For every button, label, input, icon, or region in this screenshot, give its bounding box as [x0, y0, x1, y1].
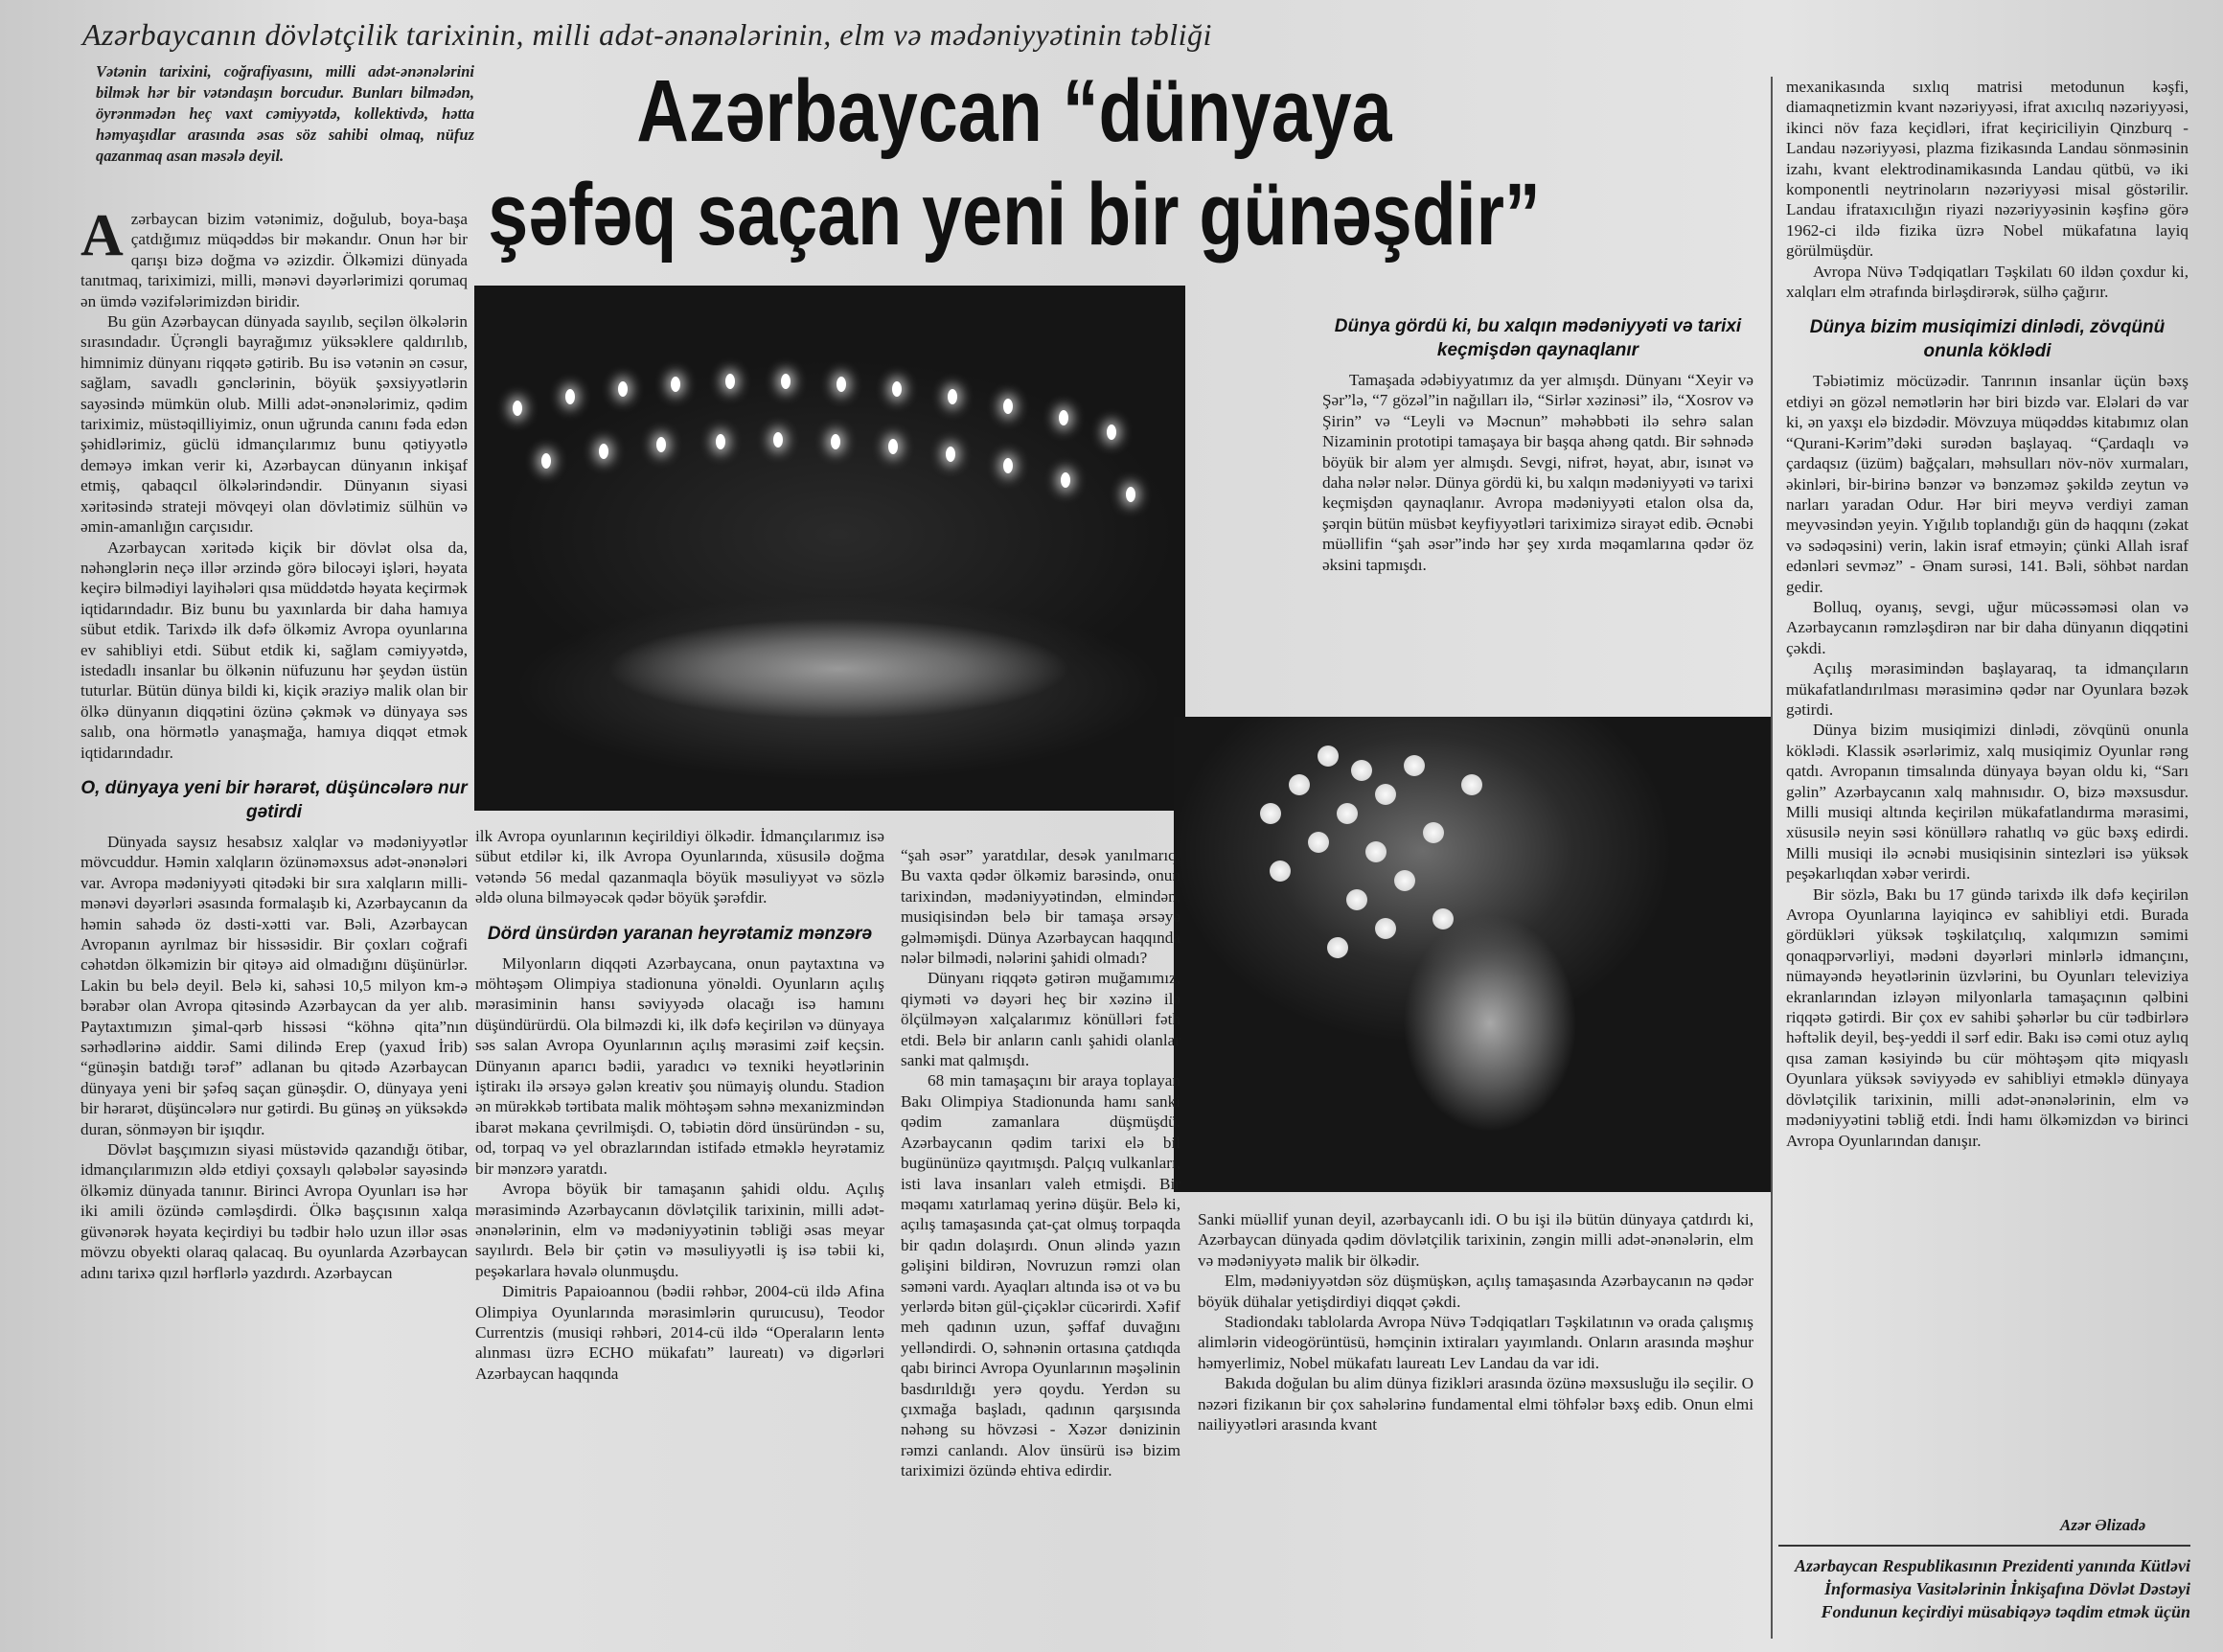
paragraph: Bakıda doğulan bu alim dünya fizikləri arasında özünə məxsusluğu ilə seçilir. O nəzəri fizikanın bir çox sahələrinə fundamental elmi töhfələr bəxş edib. Onun elmi nailiyyətləri arasında kvant: [1198, 1374, 1753, 1434]
torch-light: [781, 374, 791, 389]
paragraph: Bu gün Azərbaycan dünyada sayılıb, seçilən ölkələrin sırasındadır. Üçrəngli bayrağımız yüksəklere qaldırılıb, himnimiz dünyanı riqqətə gətirib. Bu isə vətənin ən cəsur, sağlam, savadlı gənclərinin, böyük şəxsiyyətlərin sayəsində mümkün olub. Milli adət-ənənələrimiz, qədim tariximiz, müstəqilliyimiz, onun uğrunda canını fəda edən şəhidlərimiz, güclü idmançılarımız bunu qətiyyətlə deməyə imkan verir ki, Azərbaycan dünyanın inkişaf etmiş, qabaqcıl ölkələrindəndir. Dünyanın siyasi xəritəsində strateji mövqeyi olan dövlətimiz sülhün və əmin-amanlığın carçısıdır.: [80, 312, 468, 537]
headline-line-1: Azərbaycan “dünyaya: [636, 62, 1392, 160]
torch-light: [888, 439, 898, 454]
paragraph: Azərbaycan xəritədə kiçik bir dövlət olsa da, nəhənglərin neçə illər ərzində görə bilocəyi işləri, həyata keçirə bilmədiyi layihələri qısa müddətdə həyata keçirmək iqtidarındadır. Biz bunu bu yaxınlarda bir daha hamıya sübut etdik. Tarixdə ilk dəfə ölkəmiz Avropa oyunlarına ev sahibliyi etdi. Sübut etdik ki, sağlam cəmiyyətdə, istedadlı insanlar bu ölkənin nüfuzunu hər şeydən üstün tuturlar. Bütün dünya bildi ki, kiçik əraziyə malik olan bir ölkə dünyanın diqqətini özünə çəkmək və dünyaya səs salıb, ona hörmətlə yanaşmağa, hamıya diqqət etmək iqtidarındadır.: [80, 538, 468, 762]
paragraph: Dövlət başçımızın siyasi müstəvidə qazandığı ötibar, idmançılarımızın əldə etdiyi çoxsaylı qələbələr sayəsində ölkəmiz dünyada tanınır. Birinci Avropa Oyunları isə hər iki amili özündə cəmləşdirdi. Ölkə başçısının xalqa güvənərək həyata keçirdiyi bu tədbir həlo uzun illər əsas mövzu obyekti olaraq qalacaq. Bu oyunlarda Azərbaycan adını tarixə qızıl hərflərlə yazdırdı. Azərbaycan: [80, 1140, 468, 1282]
section-kicker: Azərbaycanın dövlətçilik tarixinin, milli adət-ənənələrinin, elm və mədəniyyətinin təbliği: [82, 17, 1212, 52]
flower-petal: [1404, 755, 1425, 776]
torch-light: [946, 447, 955, 462]
torch-light: [1107, 424, 1116, 440]
flower-petal: [1375, 918, 1396, 939]
torch-light: [725, 374, 735, 389]
paragraph: Milyonların diqqəti Azərbaycana, onun paytaxtına və möhtəşəm Olimpiya stadionuna yönəldi. Oyunların açılış mərasiminin hansı səviyyədə olacağı isə hamını düşündürürdü. Ola bilməzdi ki, ilk dəfə keçirilən və dünyaya səs salan Avropa Oyunlarının açılış mərasimi zəif keçsin. Dünyanın aparıcı bədii, yaradıcı və texniki heyətlərinin iştirakı ilə ərsəyə gələn kreativ şou nümayiş olundu. Stadion ən mürəkkəb tərtibata malik möhtəşəm səhnə mexanizmindən ibarət məkana çevrilmişdi. O, təbiətin dörd ünsüründən - su, od, torpaq və yel obrazlarından istifadə etməklə heyrətamiz bir mənzərə yaratdı.: [475, 953, 884, 1178]
paragraph: 68 min tamaşaçını bir araya toplayan Bakı Olimpiya Stadionunda hamı sanki qədim zamanlara düşmüşdü. Azərbaycanın qədim tarixi elə bil bugününüzə qayıtmışdı. Palçıq vulkanları, isti lava insanları valeh etmişdi. Bir məqamı xatırlamaq yerinə düşür. Belə ki, açılış tamaşasında çat-çat olmuş torpaqda bir qadın dolaşırdı. Onun əlində yazın gəlişini bildirən, Novruzun rəmzi olan səməni vardı. Ayaqları altında isə ot və bu yerlərdə bitən gül-çiçəklər cücərirdi. Xəfif meh qadının uzun, şəffaf duvağını yelləndirdi. O, səhnənin ortasına çatdıqda qabı birinci Avropa Oyunlarının məşəlinin basdırıldığı yerə qoydu. Yerdən su çıxmağa başladı, qadının qarşısında nəhəng su hövzəsi - Xəzər dənizinin rəmzi canlandı. Alov ünsürü isə bizim tariximizi özündə ehtiva edirdir.: [901, 1071, 1180, 1480]
torch-light: [836, 377, 846, 392]
article-column-3: [901, 845, 1180, 1481]
flower-petal: [1461, 774, 1482, 795]
flower-petal: [1260, 803, 1281, 824]
paragraph: zərbaycan bizim vətənimiz, doğulub, boya-başa çatdığımız müqəddəs bir məkandır. Onun hər bir qarışı bizə doğma və əzizdir. Ölkəmizi dünyada tanıtmaq, tariximizi, milli, mənəvi dəyərlərimizi qorumaq ən ümdə vəzifələrimizdən biridir.: [80, 210, 468, 310]
article-column-5: [1786, 77, 2189, 1151]
paragraph: Açılış mərasimindən başlayaraq, ta idmançıların mükafatlandırılması mərasiminə qədər nar Oyunlara bəzək gətirdi.: [1786, 659, 2189, 719]
flower-petal: [1346, 889, 1367, 910]
torch-light: [541, 453, 551, 469]
paragraph: Dünya bizim musiqimizi dinlədi, zövqünü onunla köklədi. Klassik əsərlərimiz, xalq musiqimiz Oyunlar rəng qatdı. Avropanın timsalında dünyaya bəyan oldu ki, “Sarı gəlin” Azərbaycanın xalq mahnısıdır. O, bizə məxsusdur. Milli musiqi altında keçirilən mükafatlandırma mərasimi, xüsusilə neyin səsi könüllərə rahatlıq və güc bəxş edirdi. Milli musiqi ilə əcnəbi musiqisinin sintezləri isə yüksək peşəkarlıqdan xəbər verirdi.: [1786, 721, 2189, 883]
flower-petal: [1337, 803, 1358, 824]
flower-petal: [1365, 841, 1387, 862]
torch-light: [1003, 458, 1013, 473]
paragraph: Avropa böyük bir tamaşanın şahidi oldu. Açılış mərasimində Azərbaycanın dövlətçilik tarixinin, milli adət-ənənələrinin, elm və mədəniyyətinin təbliği əsas meyar sayılırdı. Belə bir çətin və məsuliyyətli iş isə təbii ki, peşəkarlara həvalə olunmuşdu.: [475, 1180, 884, 1280]
flower-petal: [1308, 832, 1329, 853]
headline: [484, 59, 1545, 266]
column-rule: [1771, 77, 1773, 1639]
torch-light: [892, 381, 902, 397]
drop-cap: A: [80, 203, 124, 268]
flower-petal: [1318, 746, 1339, 767]
paragraph: Bir sözlə, Bakı bu 17 gündə tarixdə ilk dəfə keçirilən Avropa Oyunlarına layiqincə ev sahibliyi etdi. Burada gördükləri yüksək təşkilatçılıq, xalqımızın səmimi qonaqpərvərliyi, mədəni dəyərləri minlərlə idmançını, nümayəndə heyətlərinin üzvlərini, bu Oyunları televiziya ekranlarından izləyən milyonlarla tamaşaçının qəlbini riqqətə gətirdi. Bir çox ev sahibi şəhərlər bu cür tədbirlərə həftəlik deyil, beş-yeddi il sərf edir. Bakı isə cəmi otuz aylıq qısa zaman kəsiyində bu cür möhtəşəm qitə miqyaslı Oyunlara yüksək səviyyədə ev sahibliyi etməklə dünyaya dövlətçilik tarixinin, milli adət-ənənələrinin, elm və mədəniyyətini təbliğ etdi. İndi hamı ölkəmizdən və birinci Avropa Oyunlarından danışır.: [1786, 884, 2189, 1150]
pomegranate-photo: [1174, 717, 1773, 1192]
paragraph: Bolluq, oyanış, sevgi, uğur mücəssəməsi olan və Azərbaycanın rəmzləşdirən nar bir daha dünyanın diqqətini çəkdi.: [1786, 597, 2189, 657]
paragraph: Dimitris Papaioannou (bədii rəhbər, 2004-cü ildə Afina Olimpiya Oyunlarında mərasimlərin quruıcusu), Teodor Currentzis (musiqi rəhbəri, 2014-cü ildə “Operaların lentə alınması üzrə ECHO mükafatı” laureatı) və digərləri Azərbaycan haqqında: [475, 1282, 884, 1383]
article-column-4-bottom: [1198, 1209, 1753, 1434]
torch-light: [716, 434, 725, 449]
flower-petal: [1270, 860, 1291, 882]
intro-lead: Vətənin tarixini, coğrafiyasını, milli adət-ənənələrini bilmək hər bir vətəndaşın borcudur. Bunları bilmədən, öyrənmədən heç vaxt cəmiyyətdə, kollektivdə, hətta həmyaşıdlar arasında əsas söz sahibi olmaq, nüfuz qazanmaq asan məsələ deyil.: [96, 62, 474, 165]
torch-light: [1126, 487, 1135, 502]
subheading: Dünya gördü ki, bu xalqın mədəniyyəti və tarixi keçmişdən qaynaqlanır: [1334, 316, 1742, 360]
flower-petal: [1423, 822, 1444, 843]
paragraph: Dünyada saysız hesabsız xalqlar və mədəniyyətlər mövcuddur. Həmin xalqların özünəməxsus adət-ənənələri var. Avropa mədəniyyəti qitədəki bir sıra xalqların milli-mənəvi dəyərləri əsasında formalaşıb ki, Azərbaycanın da həmin sahədə öz dəsti-xətti var. Bəli, Azərbaycan Avropanın ayrılmaz bir hissəsidir. Bir çoxları coğrafi cəhətdən ölkəmizin bir qitəyə aid olmadığını düşünürlər. Lakin bu belə deyil. Belə ki, sahəsi 10,5 milyon km-ə bərabər olan Avropa qitəsində Azərbaycan da yer alıb. Paytaxtımızın şimal-qərb hissəsi “köhnə qita”nın sərhədlərinə aiddir. Sami dilində Erep (yaxud İrib) “günəşin batdığı tərəf” adlanan bu qitədə Azərbaycan dünyaya yeni bir şəfəq saçan günəşdir. O, dünyaya yeni bir hərarət, düşüncələrə nur gətirdi. Bu günəş ən yüksəkdə duran, sönməyən bir işıqdır.: [80, 832, 468, 1138]
flower-petal: [1375, 784, 1396, 805]
flower-petal: [1432, 908, 1454, 929]
torch-light: [1003, 399, 1013, 414]
article-column-4-top: [1322, 309, 1753, 575]
flower-petal: [1351, 760, 1372, 781]
torch-light: [1059, 410, 1068, 425]
torch-light: [948, 389, 957, 404]
paragraph: Sanki müəllif yunan deyil, azərbaycanlı idi. O bu işi ilə bütün dünyaya çatdırdı ki, Azərbaycan dünyada qədim dövlətçilik tarixinin, zəngin milli adət-ənənələrin, elm və mədəniyyətə malik bir ölkədir.: [1198, 1210, 1753, 1270]
torch-light: [831, 434, 840, 449]
footer-note: Azərbaycan Respublikasının Prezidenti yanında Kütləvi İnformasiya Vasitələrinin İnkişafına Dövlət Dəstəyi Fondunun keçirdiyi müsabiqəyə təqdim etmək üçün: [1778, 1545, 2190, 1623]
torch-light: [513, 401, 522, 416]
torch-light: [618, 381, 628, 397]
paragraph: ilk Avropa oyunlarının keçirildiyi ölkədir. İdmançılarımız isə sübut etdilər ki, ilk Avropa Oyunlarında, xüsusilə doğma vətəndə 56 medal qazanmaqla böyük məsuliyyət və sözlə əldə oluna bilməyəcək qədər böyük şərəfdir.: [475, 827, 884, 907]
headline-line-2: şəfəq saçan yeni bir günəşdir”: [488, 166, 1541, 264]
article-column-2: [475, 826, 884, 1384]
torch-light: [599, 444, 608, 459]
torch-light: [656, 437, 666, 452]
flower-petal: [1327, 937, 1348, 958]
paragraph: mexanikasında sıxlıq matrisi metodunun kəşfi, diamaqnetizmin kvant nəzəriyyəsi, ifrat axıcılıq nəzəriyyəsi, ikinci növ faza keçidləri, ifrat keçiriciliyin Qinzburq - Landau nəzəriyyəsi, plazma fizikasında Landau sönməsinin izahı, kvant elektrodinamikasında Landau qütbü, və iki komponentli neytrinoların nəzəriyyəsi misal göstərilir. Landau ifrataxıcılığın riyazi nəzəriyyəsinin kəşfinə görə 1962-ci ildə fizika üzrə Nobel mükafatına layiq görülmüşdür.: [1786, 78, 2189, 261]
torch-light: [773, 432, 783, 447]
subheading: Dörd ünsürdən yaranan heyrətamiz mənzərə: [487, 923, 873, 944]
torch-light: [671, 377, 680, 392]
torch-light: [1061, 472, 1070, 488]
article-column-1: [80, 203, 468, 1283]
paragraph: Elm, mədəniyyətdən söz düşmüşkən, açılış tamaşasında Azərbaycanın nə qədər böyük dühalar yetişdirdiyi diqqət çəkdi.: [1198, 1272, 1753, 1311]
author-byline: Azər Əlizadə: [2060, 1516, 2146, 1534]
paragraph: Tamaşada ədəbiyyatımız da yer almışdı. Dünyanı “Xeyir və Şər”lə, “7 gözəl”in nağılları ilə, “Sirlər xəzinəsi” ilə, “Xosrov və Şirin” və “Leyli və Məcnun” məhəbbəti ilə sehrə salan Nizaminin prototipi tamaşaya bir başqa ahəng qatdı. Bir səhnədə böyük bir aləm yer almışdı. Sevgi, nifrət, həyat, abır, isınət və daha nələr nələr. Dünya gördü ki, bu xalqın mədəniyyəti və tarixi keçmişdən qaynaqlanır. Avropa mədəniyyəti etalon olsa da, şərqin bütün müsbət keyfiyyətləri tariximizə sirayət edib. Əcnəbi müəllifin “şah əsər”ində hər şey xırda məqamlarına qədər öz əksini tapmışdı.: [1322, 371, 1753, 574]
paragraph: Dünyanı riqqətə gətirən muğamımız, qiyməti və dəyəri heç bir xəzinə ilə ölçülməyən xalçalarımız könülləri fəth etdi. Belə bir anların canlı şahidi olanlar sanki mat qalmışdı.: [901, 969, 1180, 1070]
paragraph: Avropa Nüvə Tədqiqatları Təşkilatı 60 ildən çoxdur ki, xalqları elm ətrafında birləşdirərək, sülhə çağırır.: [1786, 262, 2189, 302]
paragraph: “şah əsər” yaratdılar, desək yanılmarıq. Bu vaxta qədər ölkəmiz barəsində, onun tarixindən, mədəniyyətindən, elmindən, musiqisindən belə bir tamaşa ərsəyə gəlməmişdi. Dünya Azərbaycan haqqında nələr bilmədi, nələrini şahidi olmadı?: [901, 846, 1180, 968]
torch-light: [565, 389, 575, 404]
paragraph: Stadiondakı tablolarda Avropa Nüvə Tədqiqatları Təşkilatının və orada çalışmış alimlərin videogörüntüsü, həmçinin ixtiraları yayımlandı. Onların arasında məşhur həmyerlimiz, Nobel mükafatı laureatı Lev Landau da var idi.: [1198, 1313, 1753, 1372]
paragraph: Təbiətimiz möcüzədir. Tanrının insanlar üçün bəxş etdiyi ən gözəl nemətlərin hər biri bizdə var. Eləlari də var ki, ən yaxşı elə bizdədir. Mövzuya müqəddəs kitabımız olan “Qurani-Kərim”dəki surədən başlayaq. “Çardaqlı və çardaqsız (üzüm) bağçaları, məhsulları növ-növ xurmaları, əkinləri, bir-birinə bənzər və bənzəməz şəkildə zeytun və narları yaradan Odur. Hər biri meyvə verdiyi zaman meyvəsindən yeyin. Yığılıb toplandığı gün də haqqını (zəkat və sədəqəsini) verin, lakin israf etməyin; çünki Allah israf edənləri sevməz” - Ənam surəsi, 141. Bəli, söhbət nardan gedir.: [1786, 372, 2189, 596]
subheading: Dünya bizim musiqimizi dinlədi, zövqünü onunla köklədi: [1809, 317, 2166, 362]
stadium-photo: [474, 286, 1185, 811]
subheading: O, dünyaya yeni bir hərarət, düşüncələrə nur gətirdi: [80, 777, 468, 822]
flower-petal: [1394, 870, 1415, 891]
flower-petal: [1289, 774, 1310, 795]
